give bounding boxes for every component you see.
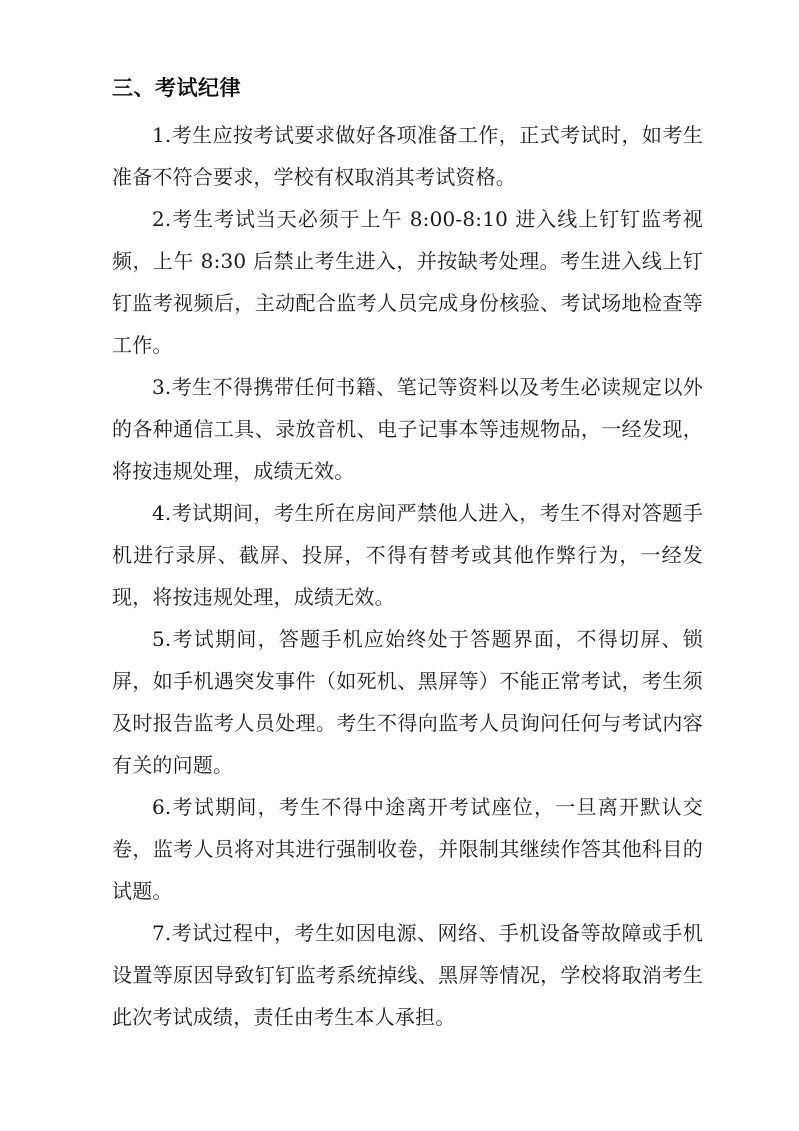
paragraph-6: 6.考试期间，考生不得中途离开考试座位，一旦离开默认交卷，监考人员将对其进行强制收卷，并限制其继续作答其他科目的试题。 <box>112 794 703 903</box>
paragraph-3: 3.考生不得携带任何书籍、笔记等资料以及考生必读规定以外的各种通信工具、录放音机、电子记事本等违规物品，一经发现，将按违规处理，成绩无效。 <box>112 374 703 483</box>
paragraph-2: 2.考生考试当天必须于上午 8:00-8:10 进入线上钉钉监考视频，上午 8:30 后禁止考生进入，并按缺考处理。考生进入线上钉钉监考视频后，主动配合监考人员完成身份核验、考试场地检查等工作。 <box>112 206 703 357</box>
page-title: 三、考试纪律 <box>112 75 241 100</box>
paragraph-4: 4.考试期间，考生所在房间严禁他人进入，考生不得对答题手机进行录屏、截屏、投屏，不得有替考或其他作弊行为，一经发现，将按违规处理，成绩无效。 <box>112 500 703 609</box>
paragraph-5: 5.考试期间，答题手机应始终处于答题界面，不得切屏、锁屏，如手机遇突发事件（如死机、黑屏等）不能正常考试，考生须及时报告监考人员处理。考生不得向监考人员询问任何与考试内容有关的问题。 <box>112 626 703 777</box>
paragraph-7: 7.考试过程中，考生如因电源、网络、手机设备等故障或手机设置等原因导致钉钉监考系统掉线、黑屏等情况，学校将取消考生此次考试成绩，责任由考生本人承担。 <box>112 920 703 1029</box>
paragraph-1: 1.考生应按考试要求做好各项准备工作，正式考试时，如考生准备不符合要求，学校有权取消其考试资格。 <box>112 122 703 189</box>
